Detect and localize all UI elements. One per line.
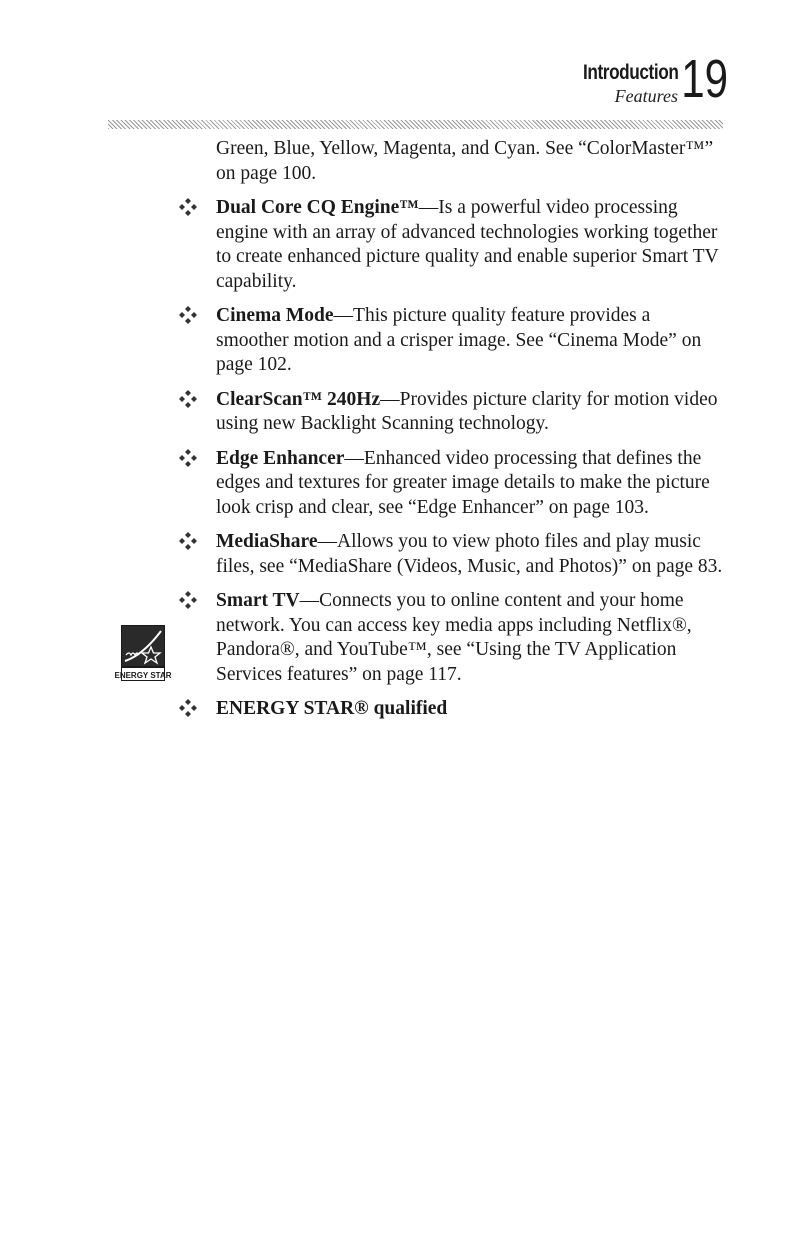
diamond-bullet-icon <box>180 590 196 610</box>
feature-desc: —Enhanced video processing that defines the edges and textures for greater image details to make the picture look crisp and clear, see “Edge Enhancer” on page 103. <box>216 447 710 518</box>
feature-item <box>216 447 726 521</box>
energy-star-logo-icon <box>114 625 172 681</box>
header-rule <box>108 120 723 129</box>
intro-text: Green, Blue, Yellow, Magenta, and Cyan. See “ColorMaster™” on page 100. <box>216 138 714 184</box>
feature-term: MediaShare <box>216 531 318 552</box>
feature-desc: —Provides picture clarity for motion video using new Backlight Scanning technology. <box>216 388 718 434</box>
feature-desc: —Is a powerful video processing engine with an array of advanced technologies working together to create enhanced picture quality and enable superior Smart TV capability. <box>216 197 719 292</box>
feature-item <box>216 530 726 579</box>
diamond-bullet-icon <box>180 197 196 217</box>
logo-label: ENERGY STAR <box>114 671 172 680</box>
feature-term: ClearScan™ 240Hz <box>216 388 381 410</box>
diamond-bullet-icon <box>180 305 196 325</box>
feature-term: ENERGY STAR® qualified <box>216 698 448 719</box>
page-number: 19 <box>681 49 728 109</box>
feature-list <box>216 137 726 732</box>
feature-item <box>216 304 726 378</box>
diamond-bullet-icon <box>180 531 196 551</box>
diamond-bullet-icon <box>180 389 196 409</box>
feature-term: Dual Core CQ Engine™ <box>216 197 419 218</box>
feature-item <box>216 697 726 722</box>
diamond-bullet-icon <box>180 448 196 468</box>
feature-item <box>216 589 726 687</box>
subsection-title: Features <box>614 86 678 106</box>
feature-desc: —This picture quality feature provides a smoother motion and a crisper image. See “Cinema Mode” on page 102. <box>216 305 702 375</box>
feature-desc: —Connects you to online content and your home network. You can access key media apps including Netflix®, Pandora®, and YouTube™, see “Using the TV Application Services features” on page 117. <box>216 590 692 685</box>
feature-item <box>216 196 726 294</box>
feature-term: Smart TV <box>216 590 300 611</box>
feature-term: Edge Enhancer <box>216 447 345 469</box>
feature-term: Cinema Mode <box>216 305 334 326</box>
feature-desc: —Allows you to view photo files and play music files, see “MediaShare (Videos, Music, and Photos)” on page 83. <box>216 531 723 577</box>
feature-item <box>216 388 726 437</box>
diamond-bullet-icon <box>180 698 196 718</box>
section-title: Introduction <box>582 61 678 84</box>
